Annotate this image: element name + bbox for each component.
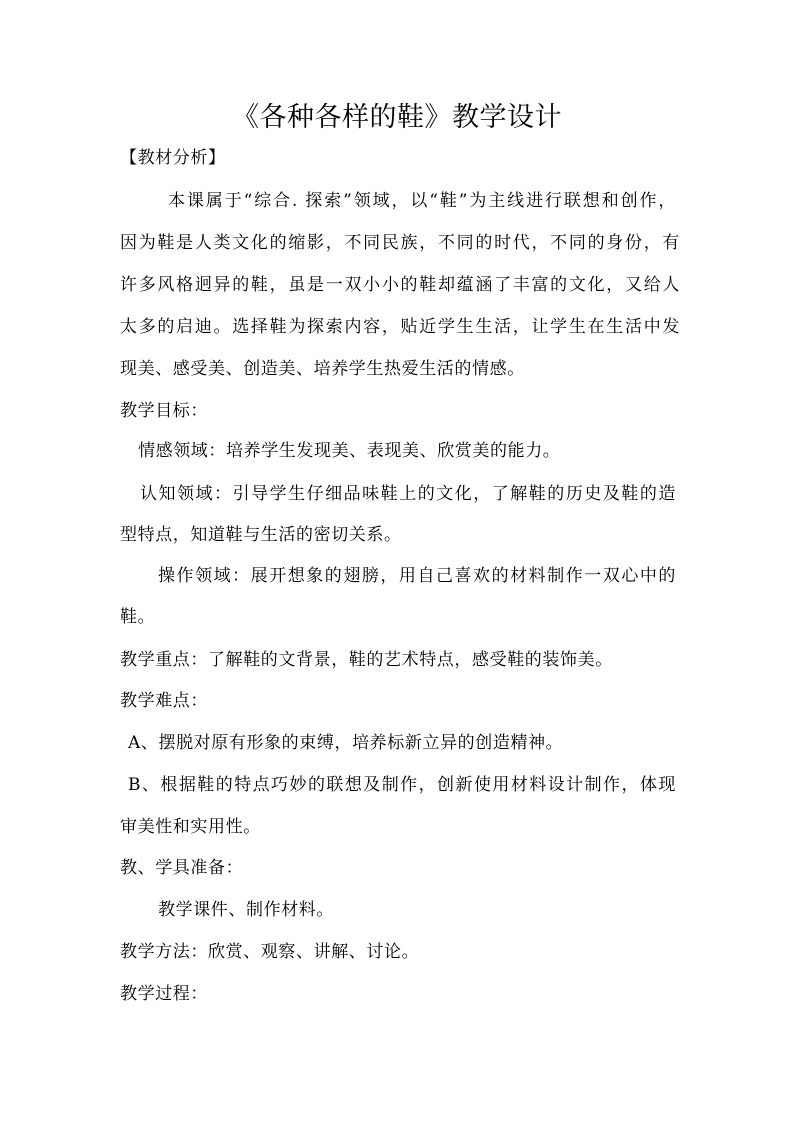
document-title: 《各种各样的鞋》教学设计 xyxy=(232,102,562,133)
prep-items: 教学课件、制作材料。 xyxy=(158,900,334,920)
analysis-line-3: 许多风格迥异的鞋，虽是一双小小的鞋却蕴涵了丰富的文化，又给人 xyxy=(120,275,680,295)
analysis-line-5: 现美、感受美、创造美、培养学生热爱生活的情感。 xyxy=(120,359,525,379)
difficulty-b-line-2: 审美性和实用性。 xyxy=(120,817,261,837)
process-heading: 教学过程： xyxy=(120,984,208,1004)
analysis-line-1: 本课属于“综合. 探索”领域，以“鞋”为主线进行联想和创作， xyxy=(168,191,676,211)
key-points: 教学重点：了解鞋的文背景，鞋的艺术特点，感受鞋的装饰美。 xyxy=(120,650,613,670)
difficulty-heading: 教学难点： xyxy=(120,691,208,711)
prep-heading: 教、学具准备： xyxy=(120,858,244,878)
goal-operation-line-2: 鞋。 xyxy=(120,607,156,627)
difficulty-a: A、摆脱对原有形象的束缚，培养标新立异的创造精神。 xyxy=(128,733,564,753)
difficulty-b-line-1: B、根据鞋的特点巧妙的联想及制作，创新使用材料设计制作，体现 xyxy=(128,775,676,795)
goal-emotion: 情感领域：培养学生发现美、表现美、欣赏美的能力。 xyxy=(138,441,561,461)
analysis-line-4: 太多的启迪。选择鞋为探索内容，贴近学生生活，让学生在生活中发 xyxy=(120,317,680,337)
goal-cognition-line-1: 认知领域：引导学生仔细品味鞋上的文化，了解鞋的历史及鞋的造 xyxy=(140,484,676,504)
goal-operation-line-1: 操作领域：展开想象的翅膀，用自己喜欢的材料制作一双心中的 xyxy=(158,566,676,586)
goals-heading: 教学目标： xyxy=(120,401,208,421)
teaching-methods: 教学方法：欣赏、观察、讲解、讨论。 xyxy=(120,942,420,962)
goal-cognition-line-2: 型特点，知道鞋与生活的密切关系。 xyxy=(120,525,402,545)
analysis-line-2: 因为鞋是人类文化的缩影，不同民族，不同的时代，不同的身份，有 xyxy=(120,233,680,253)
section-heading-analysis: 【教材分析】 xyxy=(120,148,226,168)
